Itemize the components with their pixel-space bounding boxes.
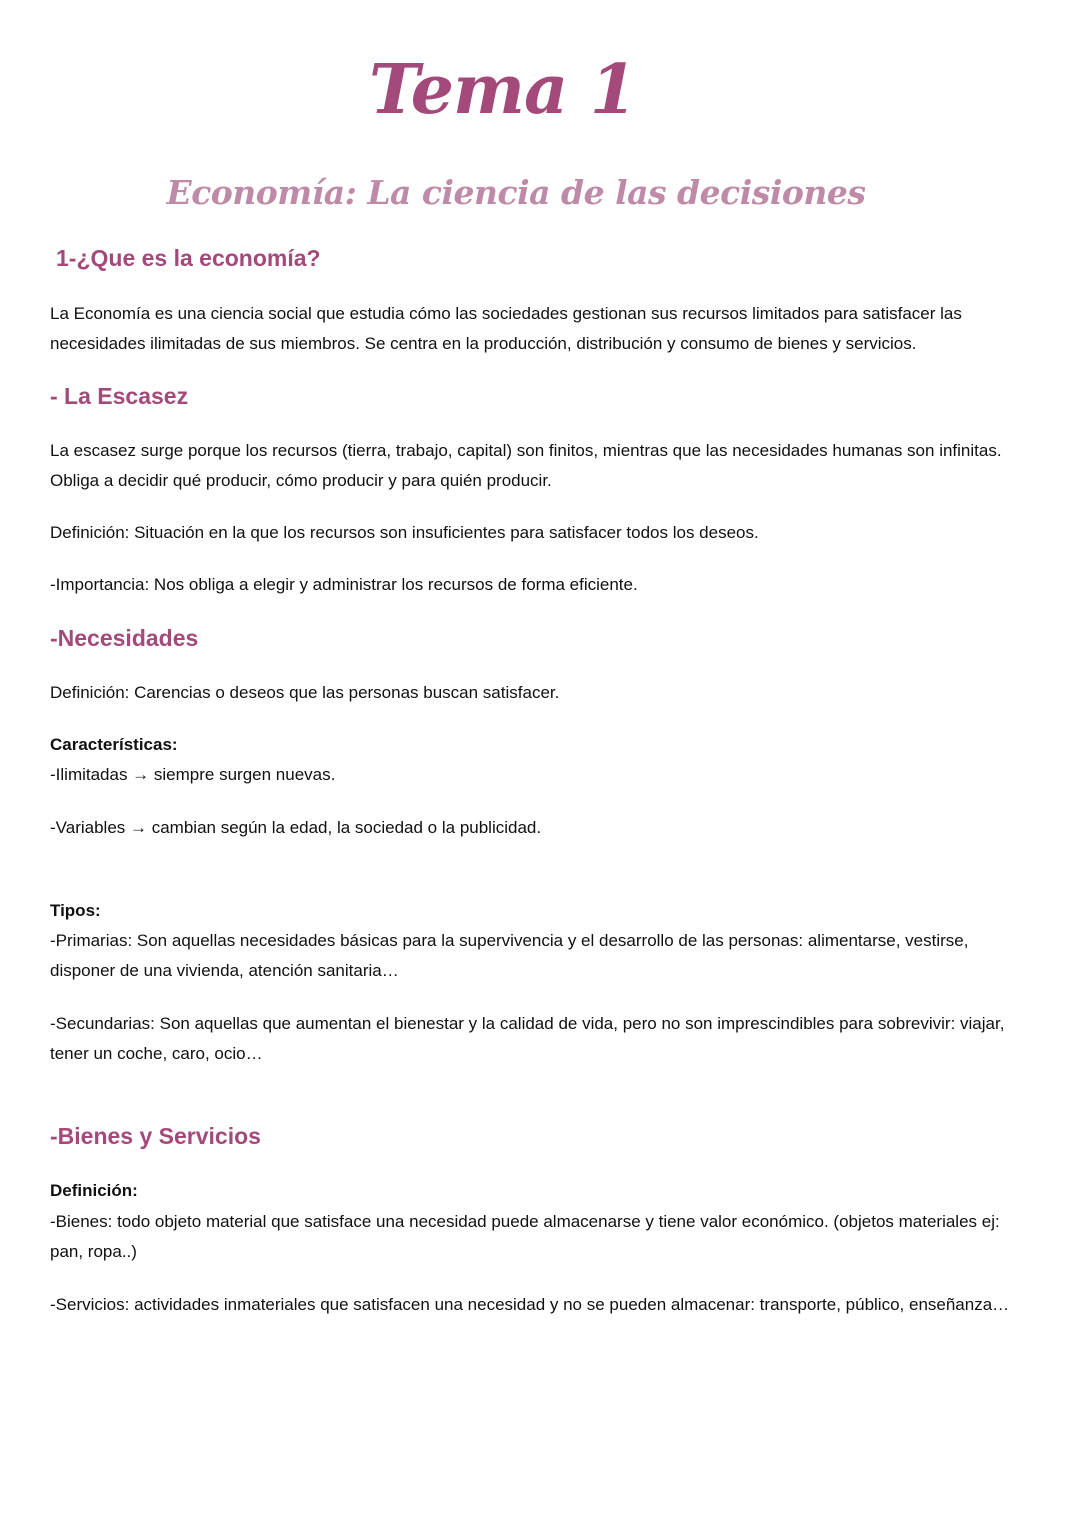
type-secondary-line: -Secundarias: Son aquellas que aumentan el bienestar y la calidad de vida, pero no son imprescindibles para sobrevivir: viajar, — [50, 1014, 1005, 1033]
type-primary-line: -Primarias: Son aquellas necesidades básicas para la supervivencia y el desarrollo de las personas: alimentarse, vestirse, — [50, 931, 969, 950]
escasez-importance: -Importancia: Nos obliga a elegir y administrar los recursos de forma eficiente. — [50, 575, 638, 594]
bienes-line: pan, ropa..) — [50, 1242, 137, 1261]
definition-label: Definición: — [50, 1181, 138, 1200]
section-heading-necesidades: -Necesidades — [50, 625, 199, 651]
necesidades-definition: Definición: Carencias o deseos que las personas buscan satisfacer. — [50, 683, 560, 702]
characteristics-label: Características: — [50, 735, 178, 754]
paragraph-line: La Economía es una ciencia social que estudia cómo las sociedades gestionan sus recursos limitados para satisfacer las — [50, 304, 962, 323]
characteristic-item: -Variables → cambian según la edad, la sociedad o la publicidad. — [50, 818, 542, 837]
page-subtitle: Economía: La ciencia de las decisiones — [166, 173, 866, 212]
paragraph-line: necesidades ilimitadas de sus miembros. Se centra en la producción, distribución y consumo de bienes y servicios. — [50, 334, 917, 353]
page-title: Tema 1 — [368, 50, 637, 130]
type-secondary-line: tener un coche, caro, ocio… — [50, 1044, 263, 1063]
escasez-definition: Definición: Situación en la que los recursos son insuficientes para satisfacer todos los deseos. — [50, 523, 759, 542]
characteristic-item: -Ilimitadas → siempre surgen nuevas. — [50, 765, 336, 784]
section-heading-escasez: - La Escasez — [50, 383, 189, 409]
section-heading-economia: 1-¿Que es la economía? — [56, 245, 321, 271]
type-primary-line: disponer de una vivienda, atención sanitaria… — [50, 961, 399, 980]
paragraph-line: Obliga a decidir qué producir, cómo producir y para quién producir. — [50, 471, 552, 490]
paragraph-line: La escasez surge porque los recursos (tierra, trabajo, capital) son finitos, mientras que las necesidades humanas son infinitas. — [50, 441, 1002, 460]
section-heading-bienes: -Bienes y Servicios — [50, 1123, 261, 1149]
servicios-line: -Servicios: actividades inmateriales que satisfacen una necesidad y no se pueden almacenar: transporte, público, enseñanza… — [50, 1295, 1010, 1314]
types-label: Tipos: — [50, 901, 101, 920]
bienes-line: -Bienes: todo objeto material que satisface una necesidad puede almacenarse y tiene valor económico. (objetos materiales ej: — [50, 1212, 1000, 1231]
